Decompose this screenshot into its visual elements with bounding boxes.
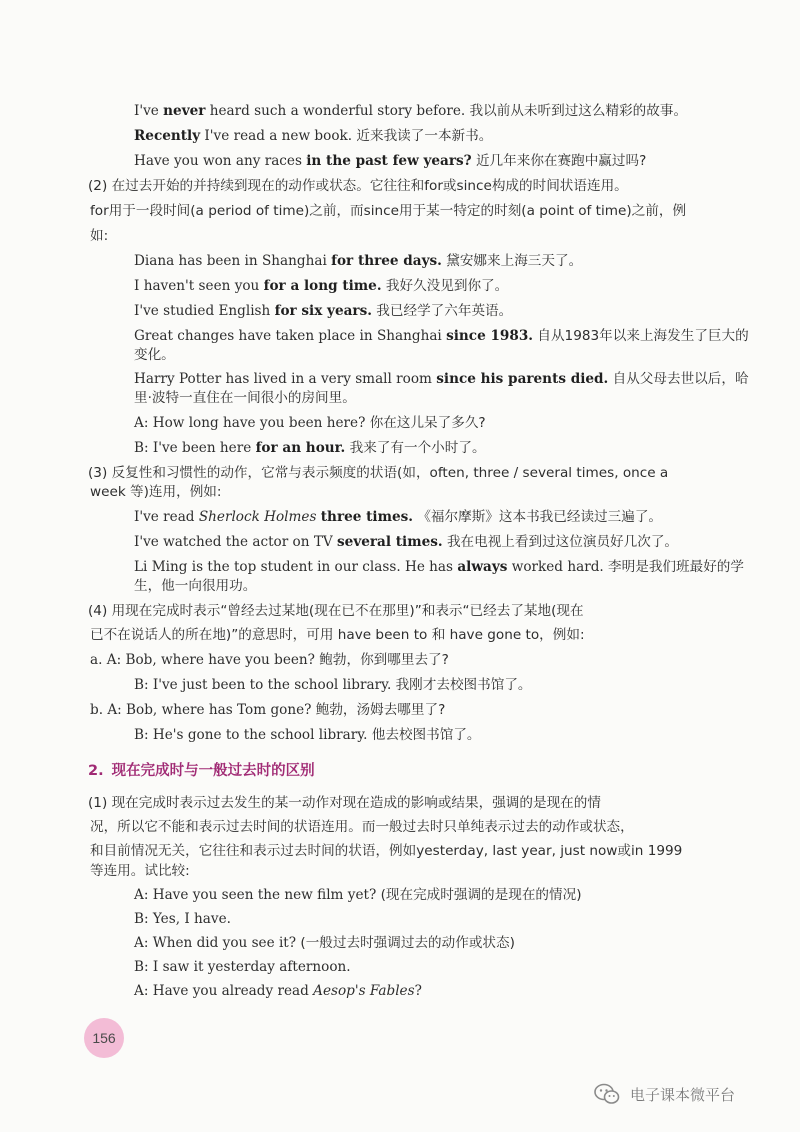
italic-title: Aesop's Fables <box>313 983 415 999</box>
chinese-text: for用于一段时间(a period of time)之前，而since用于某一特定的时刻(a point of time)之前，例 <box>90 203 687 219</box>
english-text: Have you won any races <box>134 153 307 169</box>
english-text: b. A: Bob, where has Tom gone? <box>90 702 316 718</box>
text-line <box>90 202 800 220</box>
bold-phrase: Recently <box>134 128 201 144</box>
text-line <box>88 794 800 812</box>
chinese-text: 近来我读了一本新书。 <box>356 128 493 144</box>
chinese-text: (2) 在过去开始的并持续到现在的动作或状态。它往往和for或since构成的时间状语连用。 <box>88 178 628 194</box>
watermark <box>594 1083 735 1105</box>
chinese-text: 鲍勃，你到哪里去了? <box>319 652 449 668</box>
text-line <box>134 726 800 744</box>
chinese-text: 我在电视上看到过这位演员好几次了。 <box>446 534 679 550</box>
chinese-text: 李明是我们班最好的学 <box>608 559 744 575</box>
chinese-text: 《福尔摩斯》这本书我已经读过三遍了。 <box>417 509 663 525</box>
english-text: ? <box>414 983 422 999</box>
text-line <box>134 577 800 595</box>
english-text: I haven't seen you <box>134 278 264 294</box>
chinese-text: 等连用。试比较: <box>90 863 190 879</box>
text-line <box>134 676 800 694</box>
english-text: B: Yes, I have. <box>134 911 231 927</box>
text-line <box>88 464 800 482</box>
english-text: B: I've just been to the school library. <box>134 677 396 693</box>
text-line <box>90 818 800 836</box>
chinese-text: 如: <box>90 228 109 244</box>
text-line <box>134 346 800 364</box>
english-text: I've watched the actor on TV <box>134 534 338 550</box>
english-text: Diana has been in Shanghai <box>134 253 332 269</box>
chinese-text: 近几年来你在赛跑中赢过吗? <box>475 153 647 169</box>
english-text: heard such a wonderful story before. <box>205 103 470 119</box>
chinese-text: 已不在说话人的所在地)”的意思时，可用 have been to 和 have gone to，例如: <box>90 627 585 643</box>
bold-phrase: always <box>457 559 508 575</box>
text-line <box>88 177 800 195</box>
chinese-text: 我以前从未听到过这么精彩的故事。 <box>469 103 688 119</box>
page-number: 156 <box>92 1030 116 1046</box>
text-line <box>90 626 800 644</box>
chinese-text: 况，所以它不能和表示过去时间的状语连用。而一般过去时只单纯表示过去的动作或状态， <box>90 819 634 835</box>
chinese-text: 自从父母去世以后，哈 <box>612 371 749 387</box>
chinese-text: 鲍勃，汤姆去哪里了? <box>315 702 446 718</box>
text-line <box>134 934 800 952</box>
page-number-badge <box>84 1018 124 1058</box>
chinese-text: week 等)连用，例如: <box>90 484 222 500</box>
text-line <box>134 439 800 457</box>
chinese-text: 生，他一向很用功。 <box>134 578 257 594</box>
english-text: A: Have you already read <box>134 983 314 999</box>
english-text: A: How long have you been here? <box>134 415 370 431</box>
english-text: A: Have you seen the new film yet? <box>134 887 381 903</box>
chinese-text: 我来了有一个小时了。 <box>349 440 486 456</box>
text-line <box>90 651 800 669</box>
text-line <box>90 701 800 719</box>
bold-phrase: for six years. <box>274 303 372 319</box>
text-line <box>134 414 800 432</box>
english-text: B: I saw it yesterday afternoon. <box>134 959 351 975</box>
bold-phrase: in the past few years? <box>306 153 472 169</box>
chinese-text: (一般过去时强调过去的动作或状态) <box>300 935 515 951</box>
chinese-text: (3) 反复性和习惯性的动作，它常与表示频度的状语(如，often, three / several times, once a <box>88 465 669 481</box>
text-line <box>134 152 800 170</box>
bold-phrase: for three days. <box>331 253 442 269</box>
text-line <box>90 483 800 501</box>
text-line <box>134 302 800 320</box>
chinese-text: (现在完成时强调的是现在的情况) <box>380 887 582 903</box>
chinese-text: 你在这儿呆了多久? <box>369 415 486 431</box>
bold-phrase: since 1983. <box>446 328 534 344</box>
english-text: Harry Potter has lived in a very small room <box>134 371 437 387</box>
bold-phrase: since his parents died. <box>436 371 609 387</box>
text-line <box>134 886 800 904</box>
text-line <box>134 558 800 576</box>
chinese-text: 变化。 <box>134 347 175 363</box>
chinese-text: 自从1983年以来上海发生了巨大的 <box>537 328 749 344</box>
english-text: I've read a new book. <box>200 128 357 144</box>
bold-phrase: three times. <box>320 509 413 525</box>
text-line <box>134 127 800 145</box>
text-line <box>90 227 800 245</box>
section-title: 现在完成时与一般过去时的区别 <box>111 763 315 779</box>
chinese-text: (1) 现在完成时表示过去发生的某一动作对现在造成的影响或结果，强调的是现在的情 <box>88 795 601 811</box>
text-line <box>134 102 800 120</box>
section-number: 2. <box>88 763 104 779</box>
text-line <box>134 370 800 388</box>
italic-title: Sherlock Holmes <box>198 509 317 525</box>
section-heading <box>88 759 315 780</box>
english-text: B: He's gone to the school library. <box>134 727 372 743</box>
text-line <box>134 533 800 551</box>
text-line <box>134 958 800 976</box>
chinese-text: 我刚才去校图书馆了。 <box>395 677 532 693</box>
english-text: I've <box>134 103 164 119</box>
text-line <box>134 508 800 526</box>
bold-phrase: never <box>163 103 206 119</box>
bold-phrase: for a long time. <box>263 278 382 294</box>
watermark-text: 电子课本微平台 <box>630 1085 736 1104</box>
english-text: worked hard. <box>507 559 609 575</box>
text-line <box>134 277 800 295</box>
english-text: a. A: Bob, where have you been? <box>90 652 320 668</box>
text-line <box>90 842 800 860</box>
wechat-icon <box>594 1083 620 1105</box>
chinese-text: 和目前情况无关，它往往和表示过去时间的状语，例如yesterday, last year, just now或in 1999 <box>90 843 683 859</box>
chinese-text: 里·波特一直住在一间很小的房间里。 <box>134 390 356 406</box>
chinese-text: 我好久没见到你了。 <box>385 278 509 294</box>
english-text: A: When did you see it? <box>134 935 301 951</box>
bold-phrase: several times. <box>337 534 443 550</box>
english-text: Li Ming is the top student in our class. He has <box>134 559 458 575</box>
text-line <box>88 602 800 620</box>
text-line <box>134 327 800 345</box>
text-line <box>134 982 800 1000</box>
text-line <box>134 252 800 270</box>
chinese-text: 他去校图书馆了。 <box>371 727 481 743</box>
english-text: I've studied English <box>134 303 275 319</box>
text-line <box>90 862 800 880</box>
text-line <box>134 910 800 928</box>
chinese-text: 黛安娜来上海三天了。 <box>446 253 583 269</box>
chinese-text: (4) 用现在完成时表示“曾经去过某地(现在已不在那里)”和表示“已经去了某地(现在 <box>88 603 584 619</box>
english-text: I've read <box>134 509 199 525</box>
english-text: Great changes have taken place in Shanghai <box>134 328 447 344</box>
english-text: B: I've been here <box>134 440 256 456</box>
bold-phrase: for an hour. <box>255 440 346 456</box>
chinese-text: 我已经学了六年英语。 <box>376 303 513 319</box>
text-line <box>134 389 800 407</box>
